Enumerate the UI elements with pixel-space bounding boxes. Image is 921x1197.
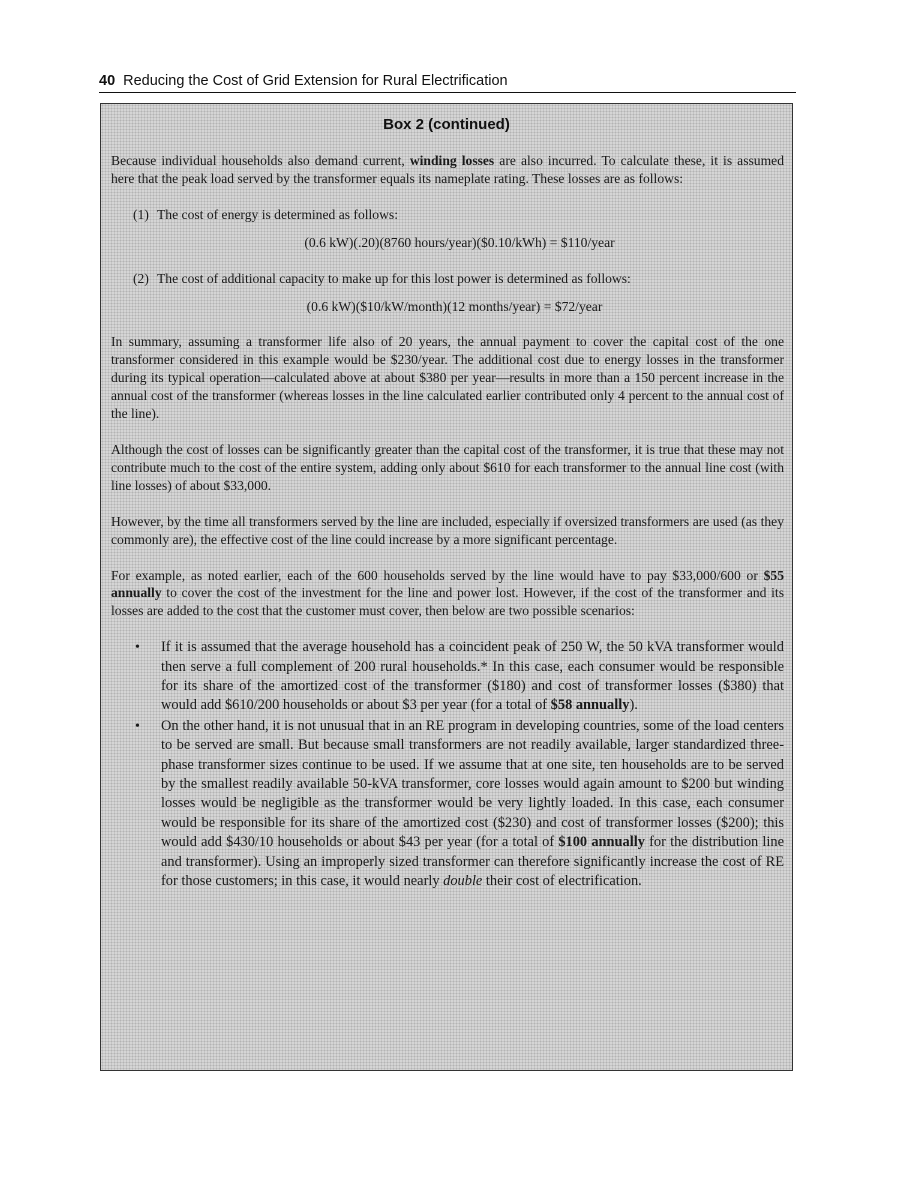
item-text: The cost of additional capacity to make up for this lost power is determined as follows:	[157, 270, 631, 286]
header-rule	[99, 92, 796, 93]
summary-paragraph: In summary, assuming a transformer life also of 20 years, the annual payment to cover the capital cost of the one transformer considered in this example would be $230/year. The additional cost due to energy losses in the transformer during its typical operation—calculated above at about $380 per year—results in more than a 150 percent increase in the annual cost of the transformer (whereas losses in the line calculated earlier contributed only 4 percent to the annual cost of the line).	[111, 334, 784, 422]
intro-bold: winding losses	[409, 153, 495, 168]
however-paragraph: However, by the time all transformers served by the line are included, especially if oversized transformers are used (as they commonly are), the effective cost of the line could increase by a more significant percentage.	[111, 513, 784, 547]
bullet-text-2: for the distribution line and transformer). Using an improperly sized transformer can therefore significantly increase the cost of RE for those customers; in this case, it would nearly	[161, 834, 784, 890]
bullet-text-1: On the other hand, it is not unusual that in an RE program in developing countries, some of the load centers to be served are small. But because small transformers are not readily available, larger standardized three-phase transformer sizes continue to be used. If we assume that at one site, ten households are to be served by the smallest readily available 50-kVA transformer, core losses would again amount to $200 but winding losses would be negligible as the transformer would be very lightly loaded. In this case, each consumer would be responsible for its share of the amortized cost ($230) and cost of transformer losses ($200); this would add $430/10 households or about $43 per year (for a total of	[161, 717, 784, 851]
intro-paragraph	[111, 152, 784, 188]
item-number: (1)	[133, 206, 149, 222]
bullet-text-3: their cost of electrification.	[482, 873, 642, 890]
list-item	[111, 638, 784, 716]
numbered-item-2	[111, 270, 784, 288]
scenario-list	[111, 638, 784, 891]
bullet-bold: $100 annually	[558, 834, 645, 851]
running-title: Reducing the Cost of Grid Extension for Rural Electrification	[123, 73, 508, 89]
running-header	[99, 73, 795, 89]
bullet-italic: double	[443, 873, 483, 890]
intro-text-1: Because individual households also demand current,	[111, 153, 410, 168]
box-title: Box 2 (continued)	[383, 116, 510, 133]
example-text-1: For example, as noted earlier, each of the 600 households served by the line would have to pay $33,000/600 or	[111, 567, 764, 583]
bullet-text-1: If it is assumed that the average household has a coincident peak of 250 W, the 50 kVA transformer would then serve a full complement of 200 rural households.* In this case, each consumer would be responsible for its share of the amortized cost of the transformer ($180) and cost of transformer losses ($380) that would add $610/200 households or about $3 per year (for a total of	[161, 639, 784, 714]
bullet-bold: $58 annually	[550, 697, 630, 714]
although-paragraph: Although the cost of losses can be significantly greater than the capital cost of the transformer, it is true that these may not contribute much to the cost of the entire system, adding only about $610 for each transformer to the annual line cost (with line losses) of about $33,000.	[111, 441, 784, 493]
text-box	[100, 103, 793, 1071]
item-number: (2)	[133, 270, 149, 286]
box-content	[111, 152, 784, 893]
bullet-icon: •	[135, 640, 140, 656]
page-number: 40	[99, 73, 116, 89]
list-item	[111, 717, 784, 892]
numbered-item-1	[111, 206, 784, 224]
item-text: The cost of energy is determined as follows:	[157, 206, 398, 222]
bullet-icon: •	[135, 718, 140, 734]
equation-2: (0.6 kW)($10/kW/month)(12 months/year) = $72/year	[306, 298, 603, 314]
example-paragraph	[111, 567, 784, 621]
bullet-text-2: ).	[629, 697, 638, 714]
example-text-2: to cover the cost of the investment for the line and power lost. However, if the cost of the transformer and its losses are added to the cost that the customer must cover, then below are two possible scenarios:	[111, 585, 784, 619]
equation-1: (0.6 kW)(.20)(8760 hours/year)($0.10/kWh) = $110/year	[304, 234, 615, 250]
example-bold: $55 annually	[111, 567, 784, 601]
intro-text-2: are also incurred. To calculate these, it is assumed here that the peak load served by the transformer equals its nameplate rating. These losses are as follows:	[111, 153, 785, 186]
